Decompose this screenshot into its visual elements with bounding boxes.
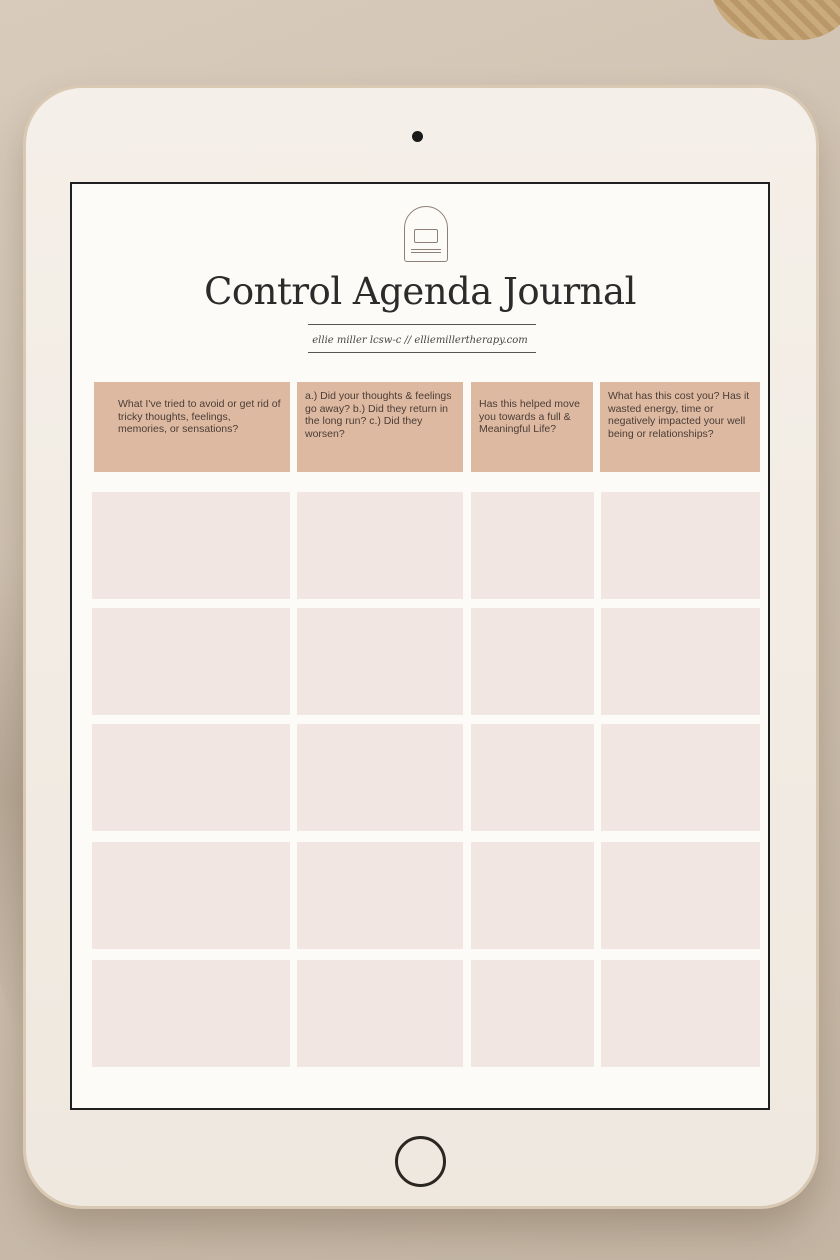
title-divider-bottom (308, 352, 536, 353)
journal-cell-r1-c2[interactable] (297, 492, 463, 599)
column-header-avoidance: What I've tried to avoid or get rid of tricky thoughts, feelings, memories, or sensations? (94, 382, 290, 472)
brand-logo-icon (404, 206, 448, 262)
journal-cell-r5-c2[interactable] (297, 960, 463, 1067)
home-button[interactable] (395, 1136, 446, 1187)
column-header-cost: What has this cost you? Has it wasted energy, time or negatively impacted your well being or relationships? (600, 382, 760, 472)
journal-cell-r5-c1[interactable] (92, 960, 290, 1067)
journal-cell-r4-c3[interactable] (471, 842, 594, 949)
journal-cell-r3-c3[interactable] (471, 724, 594, 831)
woven-basket (710, 0, 840, 40)
page-title: Control Agenda Journal (204, 270, 636, 313)
page-subtitle: ellie miller lcsw-c // elliemillertherapy.com (312, 335, 528, 346)
journal-cell-r2-c2[interactable] (297, 608, 463, 715)
journal-cell-r1-c4[interactable] (601, 492, 760, 599)
front-camera (412, 131, 423, 142)
journal-cell-r2-c4[interactable] (601, 608, 760, 715)
journal-cell-r4-c4[interactable] (601, 842, 760, 949)
column-header-effect: a.) Did your thoughts & feelings go away? b.) Did they return in the long run? c.) Did they worsen? (297, 382, 463, 472)
journal-cell-r4-c1[interactable] (92, 842, 290, 949)
journal-cell-r5-c4[interactable] (601, 960, 760, 1067)
journal-cell-r3-c2[interactable] (297, 724, 463, 831)
journal-cell-r3-c4[interactable] (601, 724, 760, 831)
journal-cell-r2-c3[interactable] (471, 608, 594, 715)
journal-cell-r2-c1[interactable] (92, 608, 290, 715)
journal-cell-r5-c3[interactable] (471, 960, 594, 1067)
title-divider-top (308, 324, 536, 325)
journal-cell-r1-c3[interactable] (471, 492, 594, 599)
journal-cell-r4-c2[interactable] (297, 842, 463, 949)
journal-cell-r1-c1[interactable] (92, 492, 290, 599)
column-header-meaningful-life: Has this helped move you towards a full & Meaningful Life? (471, 382, 593, 472)
tablet-screen (70, 182, 770, 1110)
journal-cell-r3-c1[interactable] (92, 724, 290, 831)
